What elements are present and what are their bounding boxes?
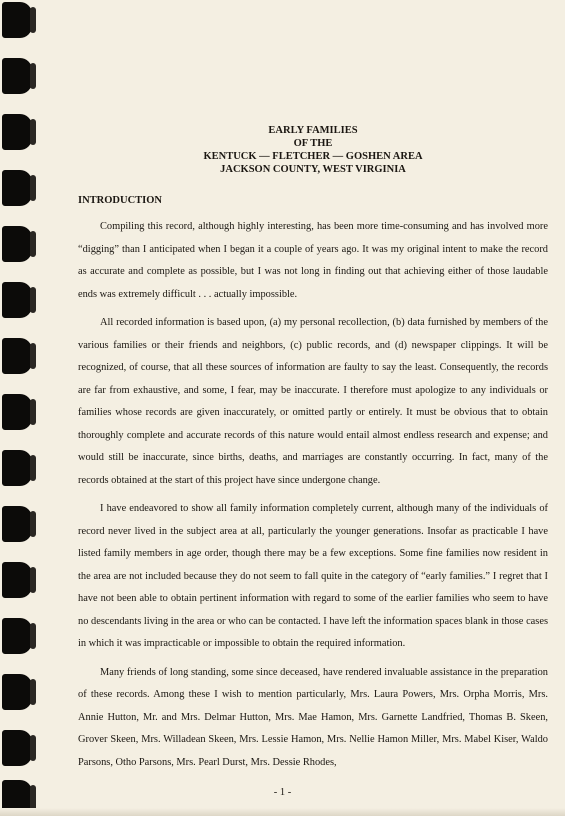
binding-ring [2, 2, 32, 38]
title-line: KENTUCK — FLETCHER — GOSHEN AREA [203, 151, 423, 162]
document-page [78, 124, 548, 774]
binding-ring [2, 506, 32, 542]
binding-ring [2, 226, 32, 262]
page-edge-shadow [0, 808, 565, 816]
title-line: EARLY FAMILIES [268, 125, 358, 136]
binding-ring [2, 730, 32, 766]
section-heading: INTRODUCTION [78, 195, 163, 206]
paragraph: Many friends of long standing, some since deceased, have rendered invaluable assistance in the preparation of these records. Among these I wish to mention particularly, Mrs. Laura Powers, Mrs. Orpha Morris, Mrs. Annie Hutton, Mr. and Mrs. Delmar Hutton, Mrs. Mae Hamon, Mrs. Garnette Landfried, Thomas B. Skeen, Grover Skeen, Mrs. Willadean Skeen, Mrs. Lessie Hamon, Mrs. Nellie Hamon Miller, Mrs. Mabel Kiser, Waldo Parsons, Otho Parsons, Mrs. Pearl Durst, Mrs. Dessie Rhodes, [78, 666, 548, 768]
paragraph: All recorded information is based upon, (a) my personal recollection, (b) data furnished by members of the various families or their friends and neighbors, (c) public records, and (d) newspaper clippings. It will be recognized, of course, that all these sources of information are faulty to say the least. Consequently, the records are far from exhaustive, and some, I fear, may be inaccurate. I therefore must apologize to any individuals or families whose records are given inaccurately, or omitted partly or entirely. It must be obvious that to obtain thoroughly complete and accurate records of this nature would entail almost endless research and expense; and would still be inaccurate, since births, deaths, and marriages are constantly occurring. In fact, many of the records obtained at the start of this project have since undergone change. [78, 317, 548, 486]
binding-ring [2, 170, 32, 206]
binding-ring [2, 338, 32, 374]
title-line: JACKSON COUNTY, WEST VIRGINIA [220, 164, 406, 175]
paragraph: Compiling this record, although highly interesting, has been more time-consuming and has involved more “digging” than I anticipated when I began it a couple of years ago. It was my original intent to make the record as accurate and complete as possible, but I was not long in finding out that achieving either of those laudable ends was extremely difficult . . . actually impossible. [78, 221, 548, 300]
binding-ring [2, 394, 32, 430]
binding-ring [2, 282, 32, 318]
paragraph: I have endeavored to show all family information completely current, although many of the individuals of record never lived in the subject area at all, particularly the younger generations. Insofar as practicable I have listed family members in age order, though there may be a few exceptions. Some fine families now resident in the area are not included because they do not seem to fall quite in the category of “early families.” I regret that I have not been able to obtain pertinent information with regard to some of the earlier families who seem to have no descendants living in the area or who can be contacted. I have left the information spaces blank in those cases in which it was impracticable or impossible to obtain the required information. [78, 503, 548, 649]
binding-ring [2, 674, 32, 710]
document-title [78, 124, 548, 176]
page-number: - 1 - [273, 787, 292, 798]
binding-ring [2, 114, 32, 150]
spiral-binding [0, 0, 40, 816]
title-line: OF THE [293, 138, 333, 149]
binding-ring [2, 58, 32, 94]
binding-ring [2, 562, 32, 598]
binding-ring [2, 618, 32, 654]
binding-ring [2, 450, 32, 486]
